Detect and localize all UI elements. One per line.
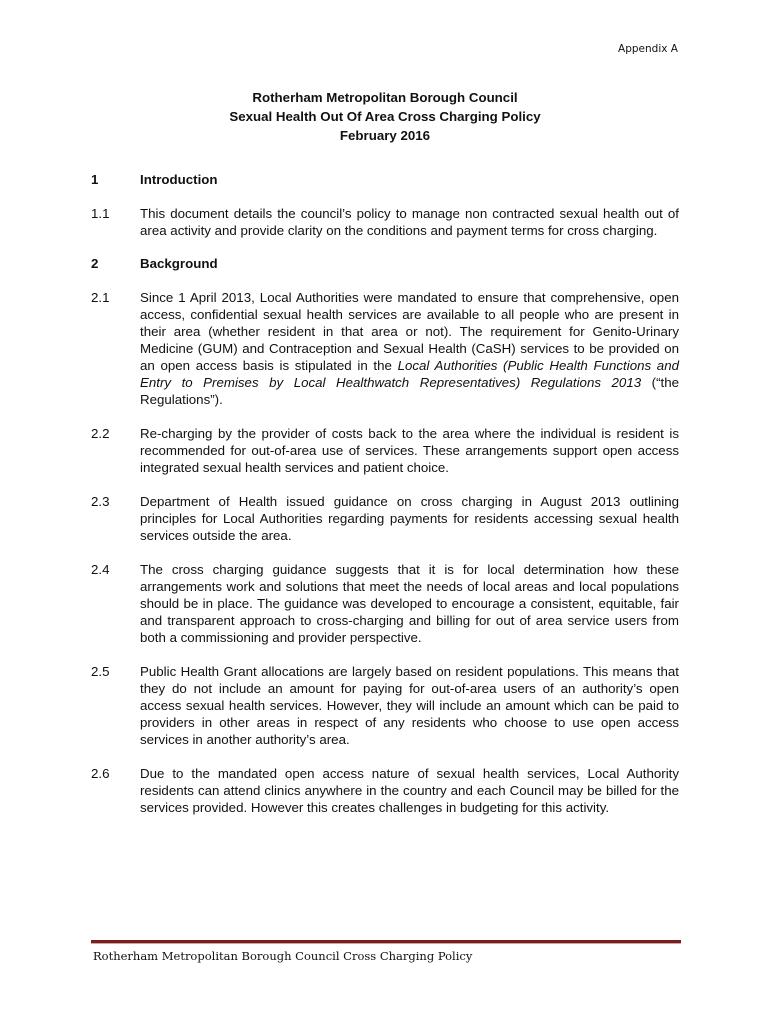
paragraph-text: The cross charging guidance suggests that it is for local determination how these arrangements work and solutions that meet the needs of local areas and local populations should be in place. The guidance was developed to encourage a consistent, equitable, fair and transparent approach to cross-charging and billing for out of area service users from both a commissioning and provider perspective.: [140, 562, 679, 645]
section-title: Background: [140, 256, 218, 271]
appendix-label: Appendix A: [618, 43, 678, 55]
footer-rule: [91, 940, 681, 944]
section-title: Introduction: [140, 172, 218, 187]
document-header: [0, 88, 770, 145]
paragraph-2-5: [91, 663, 679, 748]
paragraph-text: Due to the mandated open access nature of sexual health services, Local Authority residents can attend clinics anywhere in the country and each Council may be billed for the services provided. However this creates challenges in budgeting for this activity.: [140, 766, 679, 815]
section-number: 2: [91, 256, 99, 271]
paragraph-2-4: [91, 561, 679, 646]
regulations-citation: Local Authorities (Public Health Functions and Entry to Premises by Local Healthwatch Representatives) Regulations 2013: [140, 358, 679, 390]
section-heading-2: [91, 255, 679, 272]
section-heading-1: [91, 171, 679, 188]
paragraph-number: 2.2: [91, 426, 110, 441]
header-date: February 2016: [339, 128, 431, 143]
paragraph-1-1: [91, 205, 679, 239]
page-footer: Rotherham Metropolitan Borough Council Cross Charging Policy: [93, 949, 473, 963]
paragraph-number: 2.6: [91, 766, 110, 781]
section-number: 1: [91, 172, 99, 187]
paragraph-text: Department of Health issued guidance on cross charging in August 2013 outlining principles for Local Authorities regarding payments for residents accessing sexual health services outside the area.: [140, 494, 679, 543]
paragraph-text: Public Health Grant allocations are largely based on resident populations. This means that they do not include an amount for paying for out-of-area users of an authority’s open access sexual health services. However, they will include an amount which can be paid to providers in other areas in respect of any residents who choose to use open access services in another authority’s area.: [140, 664, 679, 747]
paragraph-number: 2.3: [91, 494, 110, 509]
paragraph-2-6: [91, 765, 679, 816]
document-body: [91, 171, 679, 816]
header-council: Rotherham Metropolitan Borough Council: [252, 90, 518, 105]
paragraph-text: Re-charging by the provider of costs back to the area where the individual is resident is recommended for out-of-area use of services. These arrangements support open access integrated sexual health services and patient choice.: [140, 426, 679, 475]
paragraph-number: 2.1: [91, 290, 110, 305]
paragraph-text: This document details the council’s policy to manage non contracted sexual health out of area activity and provide clarity on the conditions and payment terms for cross charging.: [140, 206, 679, 238]
paragraph-text-part: (“the Regulations”).: [140, 375, 679, 407]
paragraph-text: [140, 289, 679, 408]
paragraph-number: 2.5: [91, 664, 110, 679]
paragraph-2-1: [91, 289, 679, 408]
paragraph-number: 2.4: [91, 562, 110, 577]
paragraph-2-2: [91, 425, 679, 476]
paragraph-text-part: Since 1 April 2013, Local Authorities were mandated to ensure that comprehensive, open access, confidential sexual health services are available to all people who are present in their area (whether resident in that area or not). The requirement for Genito-Urinary Medicine (GUM) and Contraception and Sexual Health (CaSH) services to be provided on an open access basis is stipulated in the: [140, 290, 679, 373]
header-policy-title: Sexual Health Out Of Area Cross Charging Policy: [229, 109, 541, 124]
paragraph-2-3: [91, 493, 679, 544]
paragraph-number: 1.1: [91, 206, 110, 221]
